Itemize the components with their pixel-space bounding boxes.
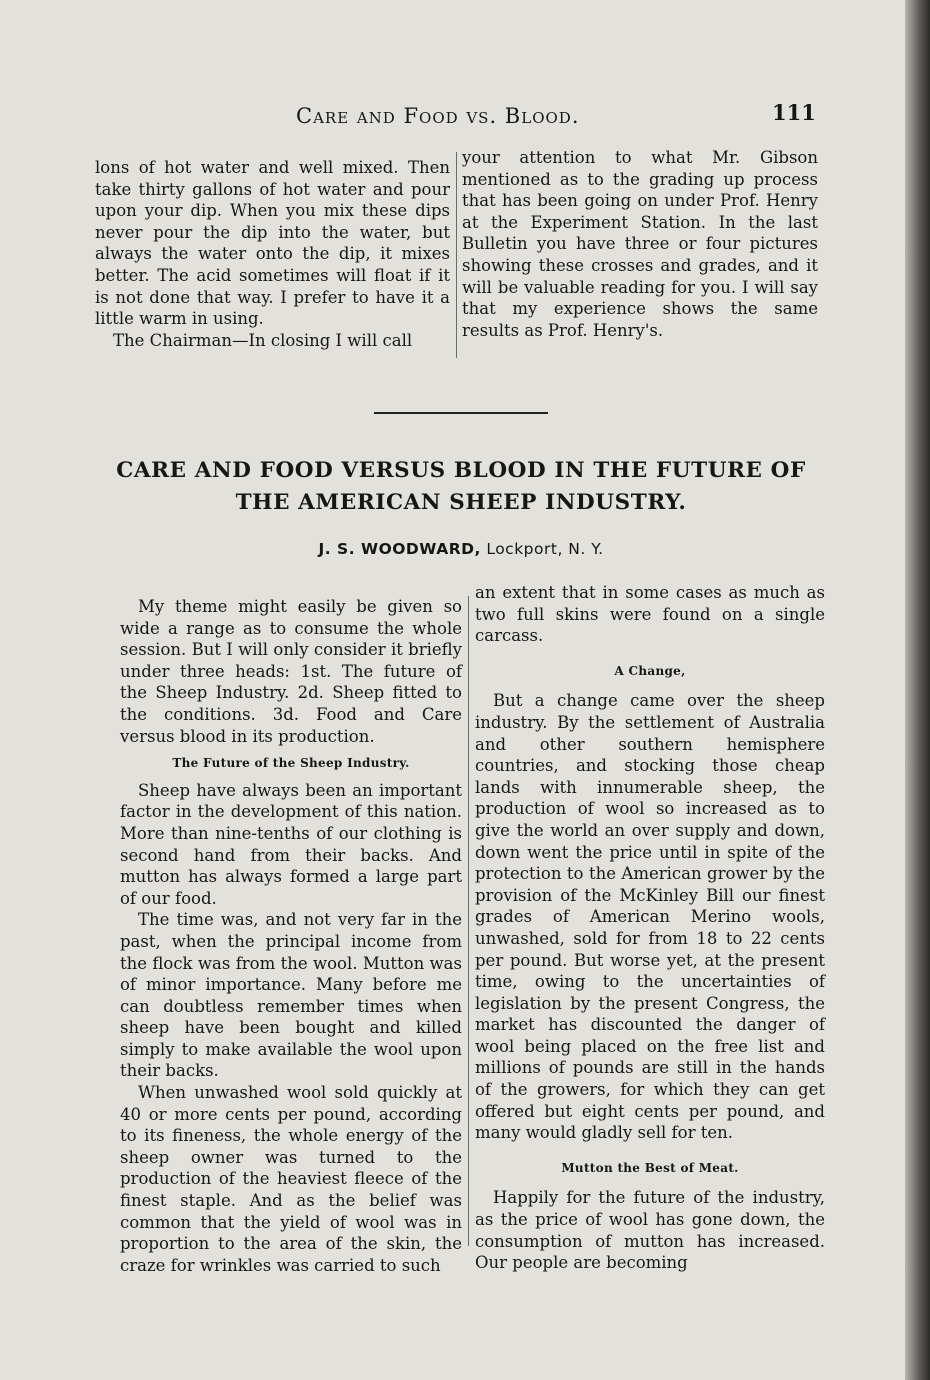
page-number: 111 <box>772 100 816 125</box>
paragraph: Sheep have always been an important factor in the development of this nation. More than nine-tenths of our clothing is second hand from their backs. And mutton has always formed a large part of our food. <box>120 780 462 908</box>
running-title: Care and Food vs. Blood. <box>296 104 580 128</box>
column-divider <box>468 596 469 1246</box>
paragraph: The Chairman—In closing I will call <box>113 330 413 350</box>
author-location: Lockport, N. Y. <box>486 540 604 558</box>
section-subheading: Mutton the Best of Meat. <box>561 1160 739 1175</box>
running-head <box>0 100 905 134</box>
paragraph: Happily for the future of the industry, as the price of wool has gone down, the consumption of mutton has increased. Our people are becoming <box>475 1188 825 1273</box>
paragraph: an extent that in some cases as much as two full skins were found on a single carcass. <box>475 583 825 646</box>
paragraph: lons of hot water and well mixed. Then take thirty gallons of hot water and pour upon your dip. When you mix these dips never pour the dip into the water, but always the water onto the dip, it mixes better. The acid sometimes will float if it is not done that way. I prefer to have it a little warm in using. <box>95 158 450 329</box>
top-left-column <box>95 157 450 351</box>
paragraph: When unwashed wool sold quickly at 40 or more cents per pound, according to its fineness, the whole energy of the sheep owner was turned to the production of the heaviest fleece of the finest staple. And as the belief was common that the yield of wool was in proportion to the area of the skin, the craze for wrinkles was carried to such <box>120 1083 462 1275</box>
article-right-column <box>475 582 825 1274</box>
section-subheading: A Change, <box>614 663 686 678</box>
top-right-column <box>462 147 818 341</box>
paragraph: But a change came over the sheep industry. By the settlement of Australia and other southern hemisphere countries, and stocking those cheap lands with innumerable sheep, the production of wool so increased as to give the world an over supply and down, down went the price until in spite of the protection to the American grower by the provision of the McKinley Bill our finest grades of American Merino wools, unwashed, sold for from 18 to 22 cents per pound. But worse yet, at the present time, owing to the uncertainties of legislation by the present Congress, the market has discounted the danger of wool being placed on the free list and millions of pounds are still in the hands of the growers, for which they can get offered but eight cents per pound, and many would gladly sell for ten. <box>475 691 825 1143</box>
byline <box>90 540 832 558</box>
column-divider <box>456 152 457 358</box>
section-rule <box>374 412 548 414</box>
article-title: CARE AND FOOD VERSUS BLOOD IN THE FUTURE OF THE AMERICAN SHEEP INDUSTRY. <box>116 458 806 515</box>
page-edge-shadow <box>905 0 930 1380</box>
article-left-column <box>120 596 462 1276</box>
paragraph: My theme might easily be given so wide a range as to consume the whole session. But I will only consider it briefly under three heads: 1st. The future of the Sheep Industry. 2d. Sheep fitted to the conditions. 3d. Food and Care versus blood in its production. <box>120 597 462 746</box>
author-name: J. S. WOODWARD, <box>318 540 481 558</box>
paragraph: your attention to what Mr. Gibson mentioned as to the grading up process that has been going on under Prof. Henry at the Experiment Station. In the last Bulletin you have three or four pictures showing these crosses and grades, and it will be valuable reading for you. I will say that my experience shows the same results as Prof. Henry's. <box>462 148 818 340</box>
section-subheading: The Future of the Sheep Industry. <box>172 756 410 771</box>
paragraph: The time was, and not very far in the past, when the principal income from the flock was from the wool. Mutton was of minor importance. Many before me can doubtless remember times when sheep have been bought and killed simply to make available the wool upon their backs. <box>120 910 462 1081</box>
